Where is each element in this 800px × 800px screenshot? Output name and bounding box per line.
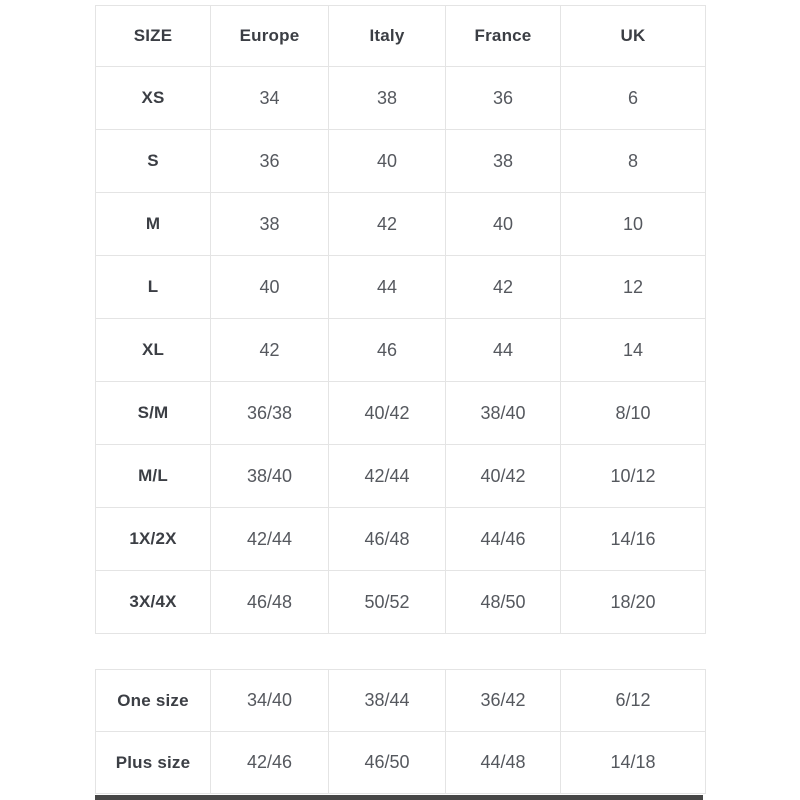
table-row-xs bbox=[96, 67, 706, 130]
special-table-body bbox=[96, 670, 706, 794]
size-label: Plus size bbox=[96, 732, 211, 794]
value-cell: 38 bbox=[329, 67, 446, 130]
size-label: S bbox=[96, 130, 211, 193]
value-cell: 36 bbox=[211, 130, 329, 193]
bottom-cutoff-divider bbox=[95, 795, 703, 800]
value-cell: 12 bbox=[561, 256, 706, 319]
value-cell: 36/38 bbox=[211, 382, 329, 445]
value-cell: 46/48 bbox=[211, 571, 329, 634]
value-cell: 38 bbox=[211, 193, 329, 256]
column-header-size: SIZE bbox=[96, 6, 211, 67]
table-row-l bbox=[96, 256, 706, 319]
value-cell: 42 bbox=[211, 319, 329, 382]
size-label: XL bbox=[96, 319, 211, 382]
value-cell: 34 bbox=[211, 67, 329, 130]
size-label: M bbox=[96, 193, 211, 256]
value-cell: 46/50 bbox=[329, 732, 446, 794]
table-row-one-size bbox=[96, 670, 706, 732]
value-cell: 38 bbox=[446, 130, 561, 193]
value-cell: 8 bbox=[561, 130, 706, 193]
value-cell: 14/18 bbox=[561, 732, 706, 794]
value-cell: 44/48 bbox=[446, 732, 561, 794]
size-conversion-table bbox=[95, 5, 706, 634]
value-cell: 42 bbox=[446, 256, 561, 319]
table-row-1x2x bbox=[96, 508, 706, 571]
column-header-uk: UK bbox=[561, 6, 706, 67]
size-label: M/L bbox=[96, 445, 211, 508]
table-row-xl bbox=[96, 319, 706, 382]
value-cell: 38/40 bbox=[211, 445, 329, 508]
column-header-france: France bbox=[446, 6, 561, 67]
value-cell: 10 bbox=[561, 193, 706, 256]
header-row bbox=[96, 6, 706, 67]
table-row-s bbox=[96, 130, 706, 193]
value-cell: 48/50 bbox=[446, 571, 561, 634]
table-body bbox=[96, 67, 706, 634]
value-cell: 14/16 bbox=[561, 508, 706, 571]
value-cell: 44/46 bbox=[446, 508, 561, 571]
value-cell: 42/44 bbox=[211, 508, 329, 571]
value-cell: 38/44 bbox=[329, 670, 446, 732]
value-cell: 38/40 bbox=[446, 382, 561, 445]
column-header-europe: Europe bbox=[211, 6, 329, 67]
value-cell: 44 bbox=[329, 256, 446, 319]
table-row-sm bbox=[96, 382, 706, 445]
table-row-3x4x bbox=[96, 571, 706, 634]
value-cell: 10/12 bbox=[561, 445, 706, 508]
value-cell: 40 bbox=[446, 193, 561, 256]
value-cell: 14 bbox=[561, 319, 706, 382]
value-cell: 40 bbox=[211, 256, 329, 319]
value-cell: 18/20 bbox=[561, 571, 706, 634]
value-cell: 42 bbox=[329, 193, 446, 256]
value-cell: 46/48 bbox=[329, 508, 446, 571]
size-label: XS bbox=[96, 67, 211, 130]
value-cell: 44 bbox=[446, 319, 561, 382]
value-cell: 6/12 bbox=[561, 670, 706, 732]
value-cell: 50/52 bbox=[329, 571, 446, 634]
value-cell: 8/10 bbox=[561, 382, 706, 445]
special-sizes-table bbox=[95, 669, 706, 794]
size-label: L bbox=[96, 256, 211, 319]
table-row-plus-size bbox=[96, 732, 706, 794]
table-row-ml bbox=[96, 445, 706, 508]
value-cell: 36 bbox=[446, 67, 561, 130]
value-cell: 42/44 bbox=[329, 445, 446, 508]
value-cell: 40/42 bbox=[329, 382, 446, 445]
value-cell: 46 bbox=[329, 319, 446, 382]
size-label: S/M bbox=[96, 382, 211, 445]
value-cell: 40 bbox=[329, 130, 446, 193]
size-label: 3X/4X bbox=[96, 571, 211, 634]
value-cell: 34/40 bbox=[211, 670, 329, 732]
value-cell: 40/42 bbox=[446, 445, 561, 508]
value-cell: 42/46 bbox=[211, 732, 329, 794]
table-header bbox=[96, 6, 706, 67]
column-header-italy: Italy bbox=[329, 6, 446, 67]
size-label: 1X/2X bbox=[96, 508, 211, 571]
value-cell: 36/42 bbox=[446, 670, 561, 732]
value-cell: 6 bbox=[561, 67, 706, 130]
size-label: One size bbox=[96, 670, 211, 732]
table-row-m bbox=[96, 193, 706, 256]
